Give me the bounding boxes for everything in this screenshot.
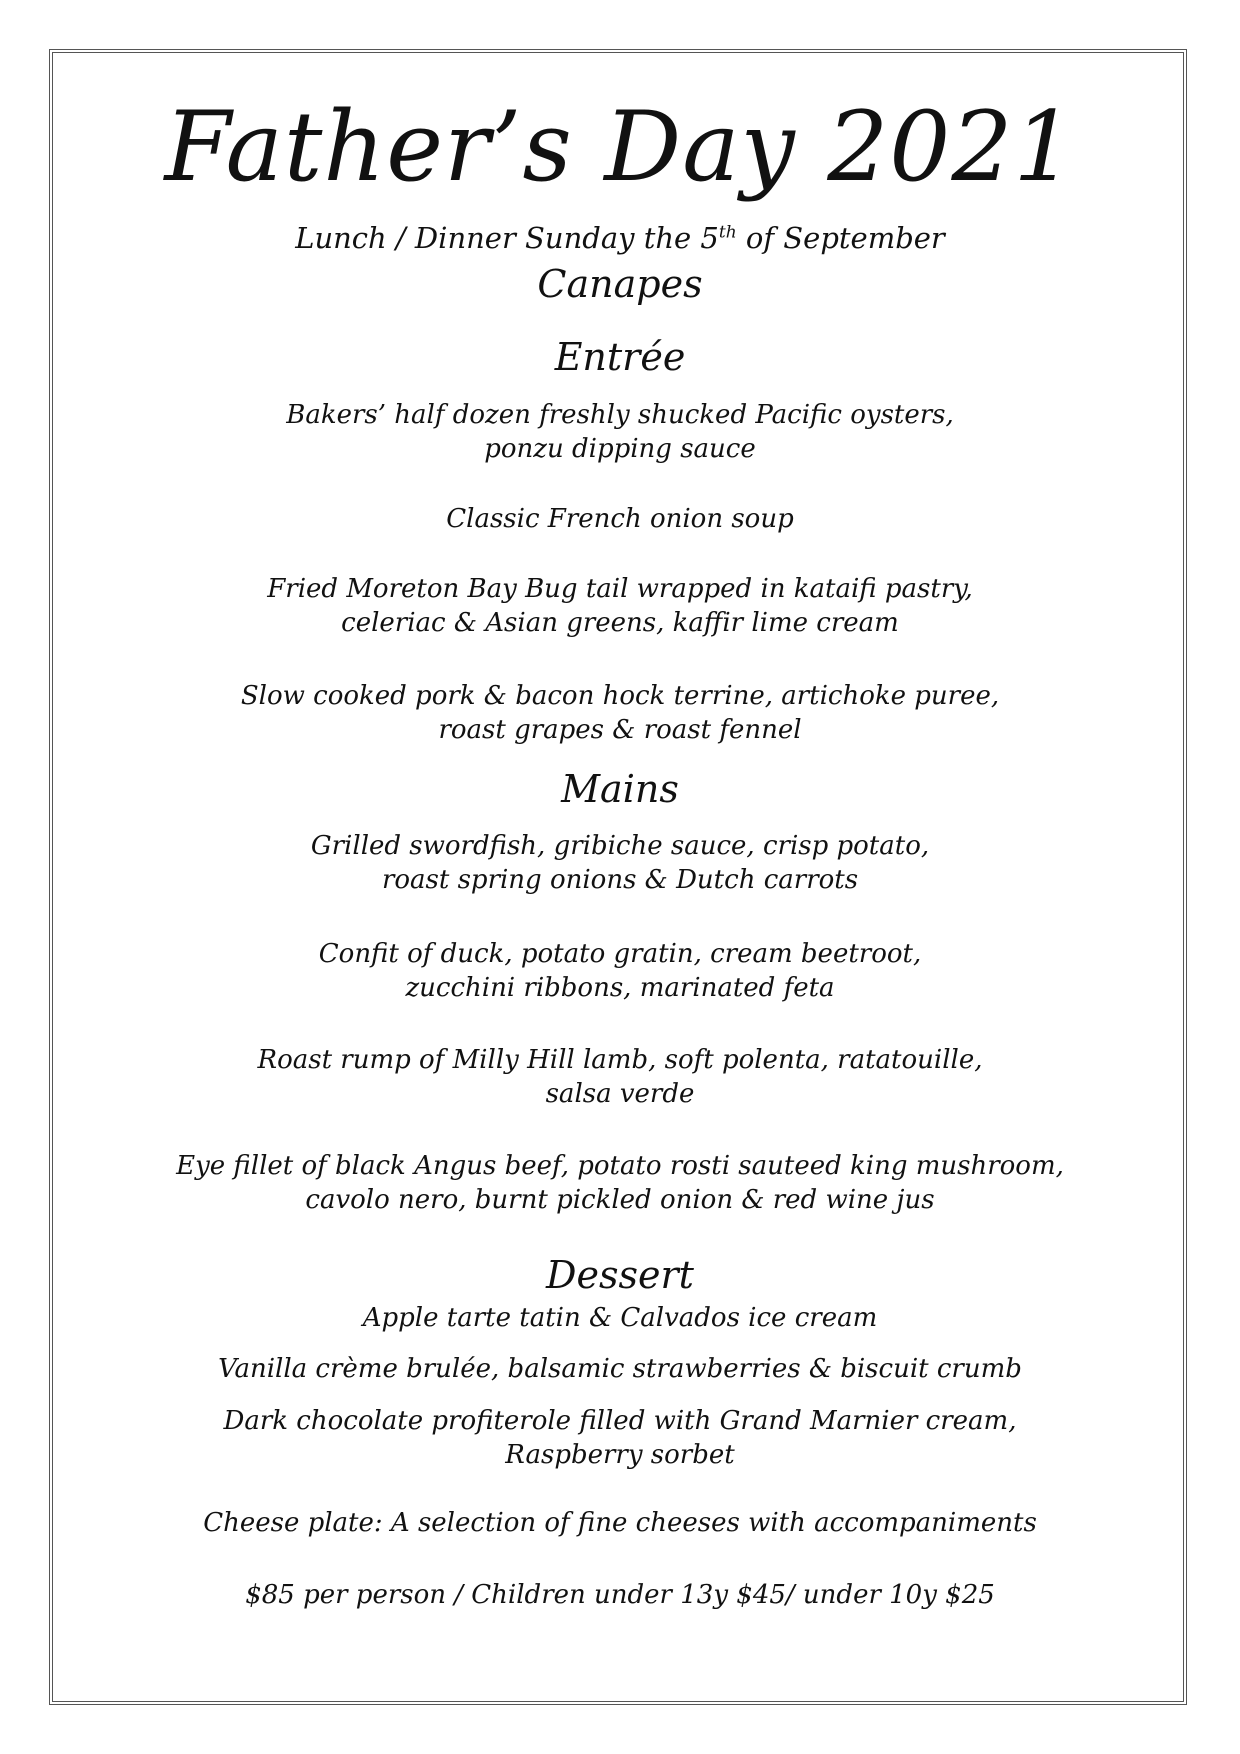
dessert-item: [60, 1404, 1180, 1472]
menu-line: Cheese plate: A selection of fine cheeses with accompaniments: [203, 1508, 1037, 1538]
menu-line: Slow cooked pork & bacon hock terrine, artichoke puree,: [240, 681, 1000, 711]
entree-item: [60, 679, 1180, 747]
mains-item: [60, 937, 1180, 1005]
menu-line: Confit of duck, potato gratin, cream beetroot,: [318, 939, 922, 969]
section-entree-heading: Entrée: [554, 335, 686, 379]
menu-line: Fried Moreton Bay Bug tail wrapped in kataifi pastry,: [267, 574, 973, 604]
subtitle-text-end: of September: [736, 221, 945, 255]
menu-line: cavolo nero, burnt pickled onion & red wine jus: [305, 1185, 935, 1215]
section-canapes: Canapes: [537, 262, 703, 306]
mains-item: [60, 1043, 1180, 1111]
menu-line: celeriac & Asian greens, kaffir lime cream: [341, 608, 899, 638]
menu-line: zucchini ribbons, marinated feta: [405, 973, 835, 1003]
subtitle-ordinal-suffix: th: [718, 222, 737, 243]
menu-line: Roast rump of Milly Hill lamb, soft polenta, ratatouille,: [257, 1045, 983, 1075]
dessert-item: [60, 1352, 1180, 1386]
menu-line: Classic French onion soup: [446, 504, 794, 534]
dessert-item: [60, 1301, 1180, 1335]
menu-line: salsa verde: [545, 1079, 695, 1109]
price-line: $85 per person / Children under 13y $45/ under 10y $25: [245, 1580, 995, 1610]
menu-line: roast spring onions & Dutch carrots: [381, 865, 859, 895]
menu-subtitle: [60, 220, 1180, 256]
menu-title: Father’s Day 2021: [164, 91, 1076, 203]
menu-line: Eye fillet of black Angus beef, potato rosti sauteed king mushroom,: [176, 1151, 1064, 1181]
entree-item: [60, 502, 1180, 536]
menu-line: roast grapes & roast fennel: [438, 715, 802, 745]
menu-line: Apple tarte tatin & Calvados ice cream: [362, 1303, 878, 1333]
subtitle-text: Lunch / Dinner Sunday the 5: [295, 221, 719, 255]
mains-item: [60, 1149, 1180, 1217]
mains-item: [60, 829, 1180, 897]
menu-line: Dark chocolate profiterole filled with Grand Marnier cream,: [223, 1406, 1017, 1436]
entree-item: [60, 398, 1180, 466]
menu-line: Grilled swordfish, gribiche sauce, crisp potato,: [310, 831, 930, 861]
menu-line: Vanilla crème brulée, balsamic strawberries & biscuit crumb: [218, 1354, 1022, 1384]
section-dessert-heading: Dessert: [546, 1253, 694, 1297]
dessert-item: [60, 1506, 1180, 1540]
entree-item: [60, 572, 1180, 640]
menu-line: Bakers’ half dozen freshly shucked Pacific oysters,: [286, 400, 954, 430]
menu-line: Raspberry sorbet: [505, 1440, 735, 1470]
section-mains-heading: Mains: [561, 767, 679, 811]
menu-line: ponzu dipping sauce: [484, 434, 756, 464]
